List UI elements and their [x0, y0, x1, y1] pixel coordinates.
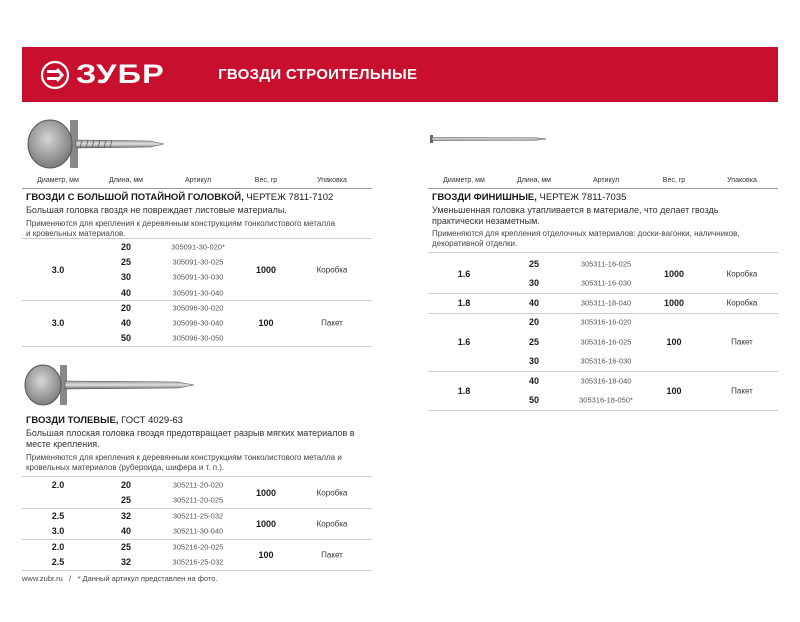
article-cell: 305311-16-030	[580, 278, 632, 288]
length-cell: 30	[528, 278, 540, 289]
length-cell: 40	[528, 375, 540, 386]
length-cell: 40	[120, 287, 132, 298]
section-title	[26, 192, 333, 203]
pack-cell: Пакет	[731, 386, 753, 395]
section-title-bold: ГВОЗДИ С БОЛЬШОЙ ПОТАЙНОЙ ГОЛОВКОЙ,	[26, 192, 244, 203]
length-cell: 32	[120, 510, 132, 521]
weight-cell: 1000	[663, 297, 685, 308]
length-cell: 20	[120, 241, 132, 252]
length-cell: 50	[120, 333, 132, 344]
length-cell: 40	[120, 318, 132, 329]
row-divider	[428, 410, 778, 411]
article-cell: 305096-30-040	[172, 318, 224, 328]
row-divider	[22, 238, 372, 239]
article-cell: 305311-18-040	[580, 298, 632, 308]
article-cell: 305211-25-032	[172, 511, 224, 521]
length-cell: 30	[528, 356, 540, 367]
length-cell: 20	[120, 479, 132, 490]
col-diameter: Диаметр, мм	[37, 177, 79, 184]
article-cell: 305316-16-030	[580, 356, 632, 366]
section-description: Уменьшенная головка утапливается в материале, что делает гвоздь практически незаметным.	[432, 205, 719, 226]
diameter-cell: 2.0	[51, 479, 65, 490]
weight-cell: 100	[666, 385, 682, 396]
pack-cell: Пакет	[731, 337, 753, 347]
article-cell: 305091-30-040	[172, 288, 224, 298]
row-divider	[22, 570, 372, 571]
footer	[22, 574, 218, 583]
brand-logo	[40, 59, 165, 90]
col-length: Длина, мм	[516, 177, 551, 184]
row-divider	[428, 252, 778, 253]
diameter-cell: 1.8	[457, 385, 471, 396]
weight-cell: 100	[258, 549, 274, 560]
pack-cell: Коробка	[316, 488, 348, 497]
brand-name: ЗУБР	[76, 59, 165, 89]
row-divider	[22, 476, 372, 477]
section-application: Применяются для крепления к деревянным конструкциям тонколистового металла и кровельных материалов (рубероида, шифера и т. п.).	[26, 453, 342, 472]
pack-cell: Пакет	[321, 550, 343, 559]
weight-cell: 100	[258, 318, 274, 329]
article-cell: 305316-18-050*	[579, 395, 633, 405]
footnote: * Данный артикул представлен на фото.	[77, 574, 218, 583]
diameter-cell: 1.8	[457, 297, 471, 308]
col-diameter: Диаметр, мм	[443, 177, 485, 184]
length-cell: 25	[120, 541, 132, 552]
diameter-cell: 2.5	[51, 510, 65, 521]
length-cell: 30	[120, 272, 132, 283]
row-divider	[22, 346, 372, 347]
article-cell: 305211-20-025	[172, 495, 224, 505]
section-title-rest: ЧЕРТЕЖ 7811-7102	[243, 192, 334, 203]
diameter-cell: 3.0	[51, 264, 65, 275]
length-cell: 25	[528, 336, 540, 347]
zubr-emblem-icon	[40, 60, 70, 90]
section-description: Большая головка гвоздя не повреждает листовые материалы.	[26, 205, 287, 215]
article-cell: 305096-30-020	[172, 303, 224, 313]
length-cell: 20	[528, 317, 540, 328]
diameter-cell: 2.0	[51, 541, 65, 552]
length-cell: 40	[528, 297, 540, 308]
weight-cell: 1000	[255, 264, 277, 275]
article-cell: 305216-20-025	[172, 542, 224, 552]
roofing-nail-image	[18, 362, 198, 408]
article-cell: 305316-18-040	[580, 376, 632, 386]
col-pack: Упаковка	[317, 177, 347, 184]
col-article: Артикул	[184, 177, 212, 184]
row-divider	[428, 371, 778, 372]
weight-cell: 1000	[663, 268, 685, 279]
pack-cell: Коробка	[316, 519, 348, 528]
row-divider	[22, 508, 372, 509]
length-cell: 20	[120, 302, 132, 313]
article-cell: 305091-30-030	[172, 272, 224, 282]
col-weight: Вес, гр	[662, 177, 686, 184]
section-description: Большая плоская головка гвоздя предотвращает разрыв мягких материалов в месте крепления.	[26, 428, 355, 449]
large-head-nail-image	[18, 116, 168, 172]
diameter-cell: 3.0	[51, 318, 65, 329]
length-cell: 50	[528, 395, 540, 406]
site-link[interactable]: www.zubr.ru	[22, 574, 63, 583]
article-cell: 305316-16-025	[580, 337, 632, 347]
header-banner	[22, 47, 778, 102]
section-title	[432, 192, 626, 203]
page-title: ГВОЗДИ СТРОИТЕЛЬНЫЕ	[218, 66, 418, 83]
diameter-cell: 3.0	[51, 526, 65, 537]
weight-cell: 1000	[255, 518, 277, 529]
weight-cell: 1000	[255, 487, 277, 498]
col-weight: Вес, гр	[254, 177, 278, 184]
section-title-rest: ГОСТ 4029-63	[118, 415, 183, 426]
finishing-nail-image	[428, 132, 548, 146]
footer-separator: /	[69, 574, 72, 583]
col-length: Длина, мм	[108, 177, 143, 184]
article-cell: 305311-16-025	[580, 259, 632, 269]
length-cell: 25	[528, 258, 540, 269]
article-cell: 305091-30-020*	[171, 242, 225, 252]
col-pack: Упаковка	[727, 177, 757, 184]
col-article: Артикул	[592, 177, 620, 184]
length-cell: 25	[120, 256, 132, 267]
length-cell: 25	[120, 495, 132, 506]
diameter-cell: 2.5	[51, 557, 65, 568]
section-title-bold: ГВОЗДИ ТОЛЕВЫЕ,	[26, 415, 119, 426]
section-title	[26, 415, 183, 426]
pack-cell: Коробка	[726, 298, 758, 308]
pack-cell: Коробка	[316, 265, 348, 275]
diameter-cell: 1.6	[457, 268, 471, 279]
section-application: Применяются для крепления к деревянным конструкциям тонколистового металла и кровельных материалов.	[26, 219, 336, 238]
section-title-bold: ГВОЗДИ ФИНИШНЫЕ,	[432, 192, 537, 203]
length-cell: 40	[120, 526, 132, 537]
section-application: Применяются для крепления отделочных материалов: доски-вагонки, наличников, декоративной отделки.	[432, 229, 740, 248]
article-cell: 305211-30-040	[172, 526, 224, 536]
header-divider	[428, 188, 778, 189]
article-cell: 305216-25-032	[172, 557, 224, 567]
header-divider	[22, 188, 372, 189]
row-divider	[428, 313, 778, 314]
row-divider	[22, 300, 372, 301]
row-divider	[22, 539, 372, 540]
weight-cell: 100	[666, 336, 682, 347]
row-divider	[428, 293, 778, 294]
pack-cell: Коробка	[726, 269, 758, 278]
article-cell: 305211-20-020	[172, 480, 224, 490]
length-cell: 32	[120, 557, 132, 568]
article-cell: 305091-30-025	[172, 257, 224, 267]
article-cell: 305096-30-050	[172, 333, 224, 343]
section-title-rest: ЧЕРТЕЖ 7811-7035	[536, 192, 627, 203]
pack-cell: Пакет	[321, 318, 343, 328]
article-cell: 305316-16-020	[580, 317, 632, 327]
diameter-cell: 1.6	[457, 336, 471, 347]
